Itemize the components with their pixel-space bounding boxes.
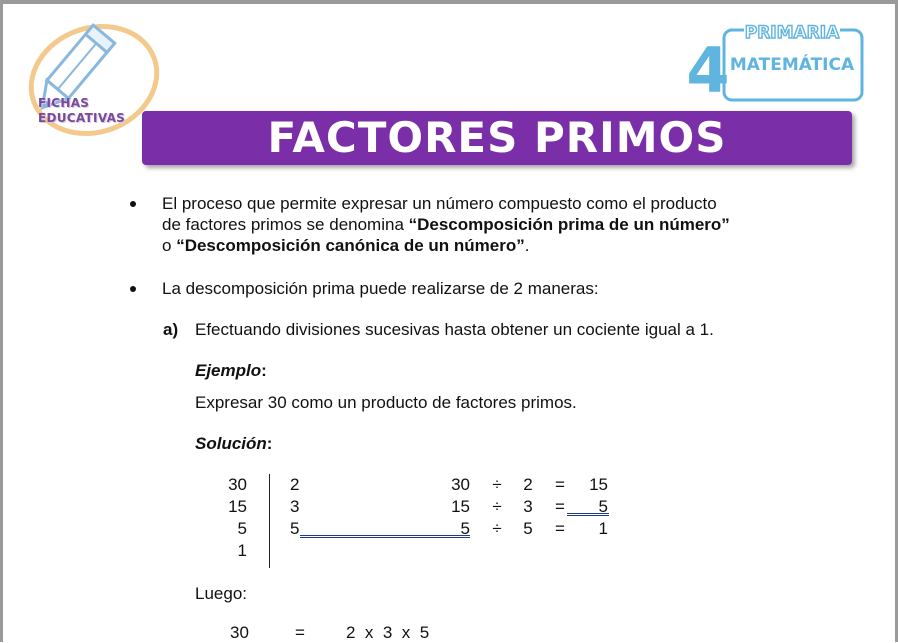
grade-badge — [686, 18, 868, 104]
op-1-divisor: 2 — [523, 475, 533, 494]
bullet-1-line3-text: o — [162, 236, 177, 255]
bullet-2-text: La descomposición prima puede realizarse de 2 maneras: — [162, 279, 599, 298]
op-3-dividend: 5 — [460, 519, 470, 538]
term-descomposicion-canonica: “Descomposición canónica de un número” — [176, 236, 525, 255]
op-2-divisor: 3 — [523, 497, 533, 516]
op-1-equals: = — [555, 475, 565, 494]
result-label: Luego: — [195, 584, 247, 603]
bullet-1-line1: El proceso que permite expresar un número compuesto como el producto — [162, 194, 717, 213]
op-2-equals: = — [555, 497, 565, 516]
solution-heading — [195, 433, 272, 454]
example-colon: : — [261, 361, 267, 380]
op-1-divide: ÷ — [492, 475, 502, 494]
prime-factor-3: 5 — [290, 519, 300, 538]
result-equals: = — [295, 623, 305, 642]
bullet-1-line2-text: de factores primos se denomina — [162, 215, 409, 234]
bullet-1-dot — [130, 201, 136, 207]
prime-factor-1: 2 — [290, 475, 300, 494]
dividend-left-1: 30 — [228, 475, 247, 494]
bullet-1-line3 — [162, 235, 782, 256]
title-bar — [142, 111, 852, 165]
dividend-left-3: 5 — [237, 519, 247, 538]
solution-label: Solución — [195, 434, 267, 453]
op-2-divide: ÷ — [492, 497, 502, 516]
example-heading — [195, 360, 267, 381]
item-a-text: Efectuando divisiones sucesivas hasta obtener un cociente igual a 1. — [195, 320, 714, 339]
badge-top-text: PRIMARIA — [744, 23, 840, 43]
bullet-1-period: . — [524, 236, 530, 255]
op-3-divide: ÷ — [492, 519, 502, 538]
op-1-quotient: 15 — [589, 475, 608, 494]
bullet-1-line2 — [162, 214, 782, 235]
result-rhs: 2 x 3 x 5 — [346, 623, 430, 642]
bullet-1-text — [162, 193, 782, 256]
logo-line2: EDUCATIVAS — [38, 111, 126, 125]
page-frame-top — [0, 0, 898, 4]
bullet-2-dot — [130, 286, 136, 292]
op-2-dividend: 15 — [451, 497, 470, 516]
op-3-divisor: 5 — [523, 519, 533, 538]
badge-subject: MATEMÁTICA — [729, 55, 855, 75]
dividend-left-4: 1 — [237, 541, 247, 560]
op-1-dividend: 30 — [451, 475, 470, 494]
dividend-left-2: 15 — [228, 497, 247, 516]
badge-number: 4 — [686, 34, 730, 104]
prime-factor-2: 3 — [290, 497, 300, 516]
division-vertical-line — [269, 474, 270, 568]
solution-colon: : — [266, 434, 273, 453]
op-3-quotient: 1 — [598, 519, 608, 538]
result-lhs: 30 — [230, 623, 249, 642]
op-3-equals: = — [555, 519, 565, 538]
op-2-quotient: 5 — [598, 497, 608, 516]
term-descomposicion-prima: “Descomposición prima de un número” — [408, 215, 730, 234]
logo-text — [38, 96, 125, 126]
example-label: Ejemplo — [195, 361, 262, 380]
page-frame-left — [0, 0, 3, 642]
page-title: FACTORES PRIMOS — [267, 113, 727, 162]
logo-line1: FICHAS — [38, 96, 90, 110]
double-underline-short — [567, 513, 609, 516]
example-text: Expresar 30 como un producto de factores primos. — [195, 393, 577, 412]
item-a-label: a) — [163, 320, 179, 339]
